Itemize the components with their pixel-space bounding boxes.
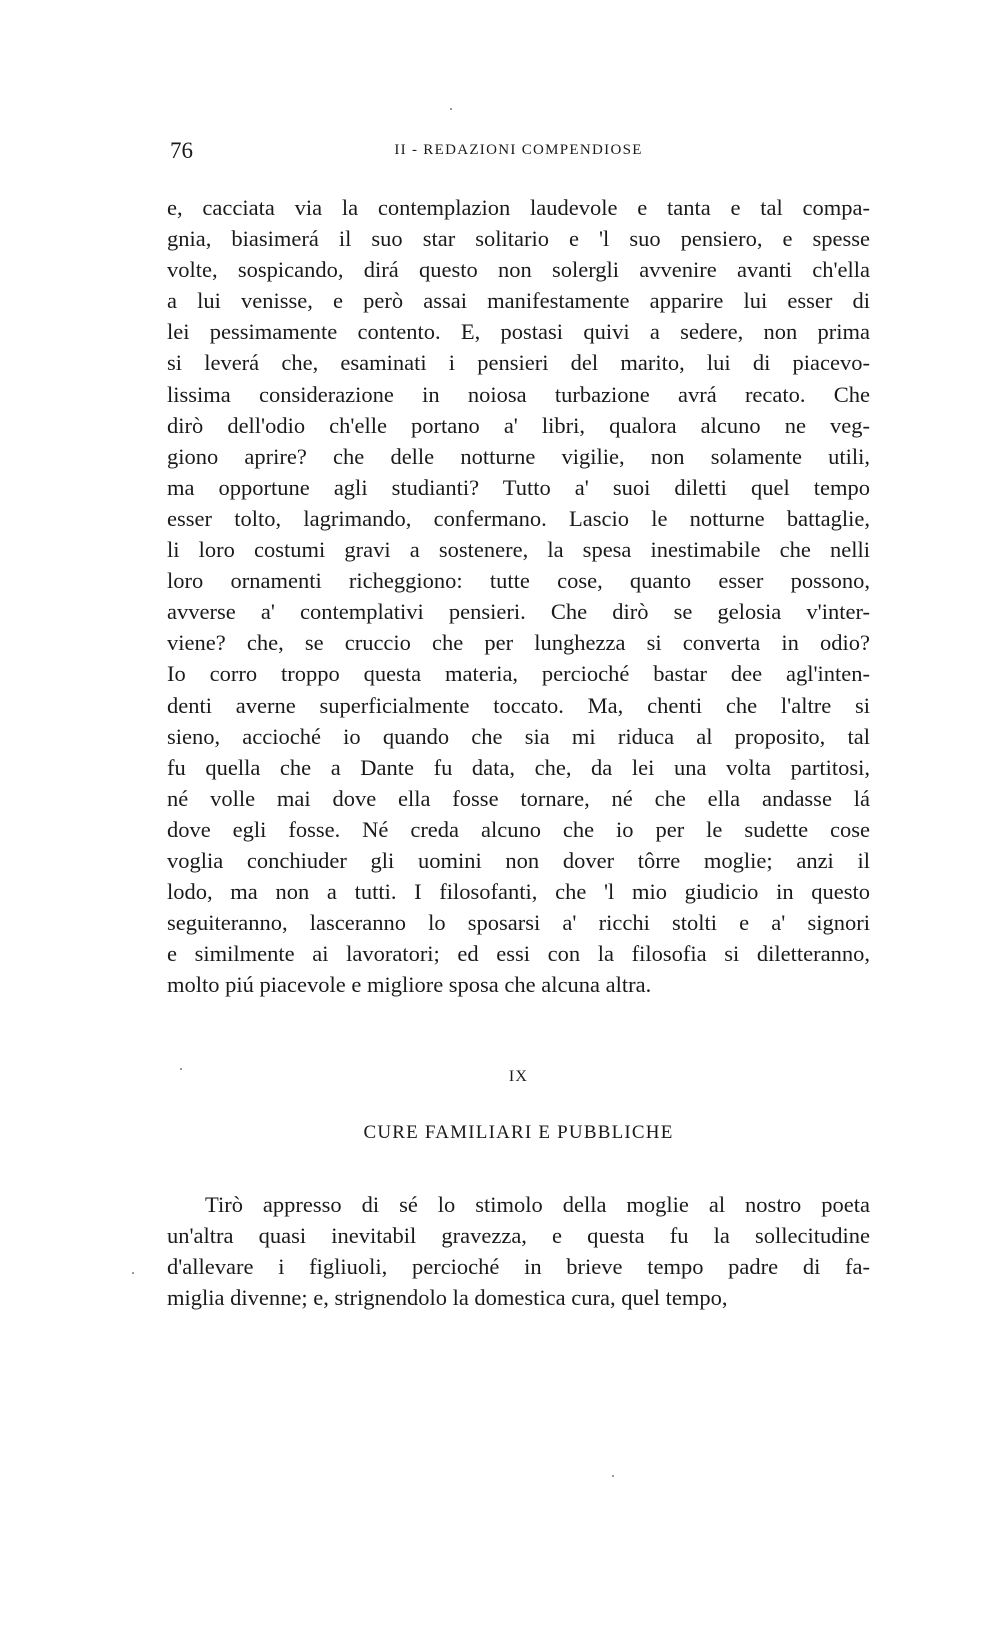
text-line: sieno, accioché io quando che sia mi riduca al proposito, tal (167, 723, 870, 749)
paragraph-1 (167, 192, 870, 1000)
text-line: denti averne superficialmente toccato. Ma, chenti che l'altre si (167, 692, 870, 718)
text-line: esser tolto, lagrimando, confermano. Lascio le notturne battaglie, (167, 505, 870, 531)
text-line: un'altra quasi inevitabil gravezza, e questa fu la sollecitudine (167, 1223, 870, 1249)
paragraph-2 (167, 1189, 870, 1313)
text-line: giono aprire? che delle notturne vigilie, non solamente utili, (167, 443, 870, 469)
text-line: ma opportune agli studianti? Tutto a' suoi diletti quel tempo (167, 474, 870, 500)
page-number: 76 (170, 138, 193, 163)
scan-speck (180, 1068, 182, 1070)
text-line: li loro costumi gravi a sostenere, la spesa inestimabile che nelli (167, 537, 870, 563)
section-number: IX (508, 1068, 529, 1085)
text-line: loro ornamenti richeggiono: tutte cose, quanto esser possono, (167, 568, 870, 594)
text-line: né volle mai dove ella fosse tornare, né che ella andasse lá (167, 785, 870, 811)
page-header (167, 136, 870, 166)
text-line: dirò dell'odio ch'elle portano a' libri, qualora alcuno ne veg- (167, 412, 870, 438)
section-title: CURE FAMILIARI E PUBBLICHE (363, 1122, 674, 1143)
text-line: voglia conchiuder gli uomini non dover tôrre moglie; anzi il (167, 847, 870, 873)
text-line: lodo, ma non a tutti. I filosofanti, che 'l mio giudicio in questo (167, 879, 870, 905)
text-line: a lui venisse, e però assai manifestamente apparire lui esser di (167, 288, 870, 314)
running-title: II - REDAZIONI COMPENDIOSE (394, 142, 643, 158)
text-line: gnia, biasimerá il suo star solitario e 'l suo pensiero, e spesse (167, 226, 870, 252)
text-line: lei pessimamente contento. E, postasi quivi a sedere, non prima (167, 319, 870, 345)
text-line: avverse a' contemplativi pensieri. Che dirò se gelosia v'inter- (167, 599, 870, 625)
text-line: Tirò appresso di sé lo stimolo della moglie al nostro poeta (205, 1192, 870, 1217)
scan-speck (450, 108, 452, 110)
text-line: e, cacciata via la contemplazion laudevole e tanta e tal compa- (167, 195, 870, 220)
text-line: dove egli fosse. Né creda alcuno che io per le sudette cose (167, 816, 870, 842)
text-line: miglia divenne; e, strignendolo la domestica cura, quel tempo, (167, 1285, 728, 1311)
scan-speck (612, 1475, 614, 1477)
text-line: viene? che, se cruccio che per lunghezza si converta in odio? (167, 630, 870, 656)
text-line: seguiteranno, lasceranno lo sposarsi a' ricchi stolti e a' signori (167, 910, 870, 936)
scan-speck (132, 1272, 134, 1274)
text-line: fu quella che a Dante fu data, che, da lei una volta partitosi, (167, 754, 870, 780)
text-line: molto piú piacevole e migliore sposa che alcuna altra. (167, 972, 652, 998)
text-line: volte, sospicando, dirá questo non solergli avvenire avanti ch'ella (167, 257, 870, 283)
text-line: si leverá che, esaminati i pensieri del marito, lui di piacevo- (167, 350, 870, 376)
text-line: e similmente ai lavoratori; ed essi con la filosofia si diletteranno, (167, 941, 870, 967)
text-line: d'allevare i figliuoli, percioché in brieve tempo padre di fa- (167, 1254, 870, 1280)
text-line: Io corro troppo questa materia, percioché bastar dee agl'inten- (167, 661, 870, 687)
text-line: lissima considerazione in noiosa turbazione avrá recato. Che (167, 381, 870, 407)
